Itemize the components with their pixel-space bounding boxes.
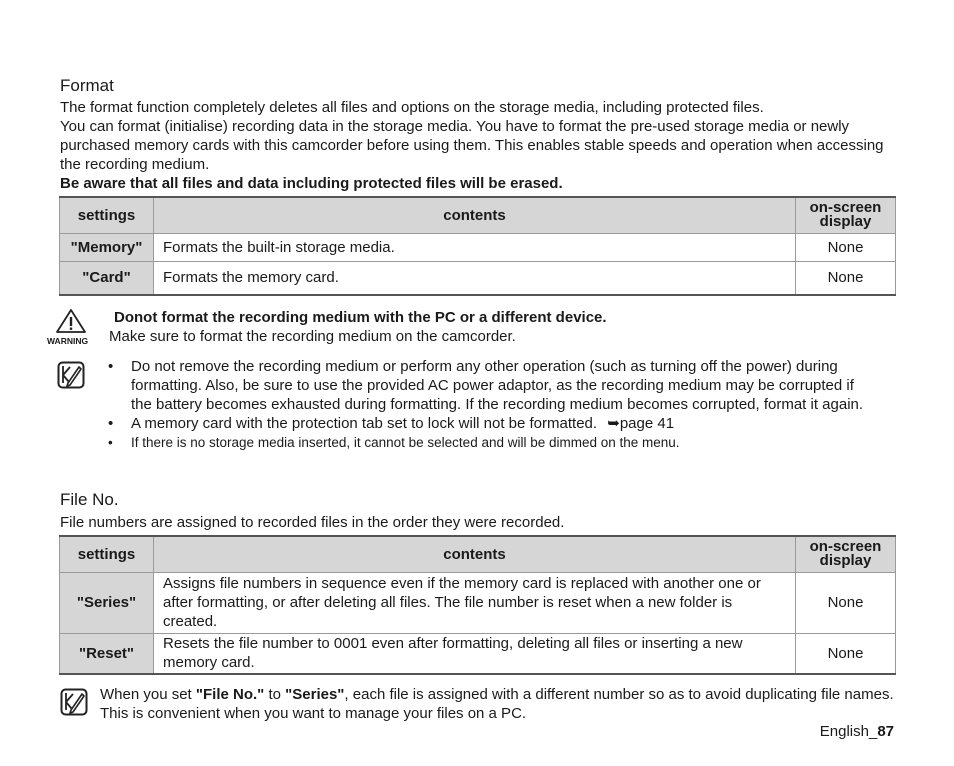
section-title-file-no: File No. xyxy=(60,490,119,509)
display-cell: None xyxy=(796,572,896,633)
display-cell: None xyxy=(796,633,896,674)
section-title-format: Format xyxy=(60,76,114,95)
column-header-display xyxy=(796,536,896,572)
list-item xyxy=(108,357,868,414)
header-display-line-2: display xyxy=(819,552,872,570)
note-pencil-icon xyxy=(60,688,88,716)
table-row xyxy=(60,233,896,261)
format-intro-2: You can format (initialise) recording data in the storage media. You have to format the pre-used storage media or newly purchased memory cards with this camcorder before using them. This enables stable speeds and operation when accessing the recording medium. xyxy=(60,118,884,173)
note-bold-series: "Series" xyxy=(285,686,345,703)
note-bold-file-no: "File No." xyxy=(195,686,265,703)
warning-text: Make sure to format the recording medium on the camcorder. xyxy=(109,328,516,345)
page-number-value: 87 xyxy=(877,723,894,740)
page-language: English_ xyxy=(819,723,878,740)
format-notes-list xyxy=(108,357,868,452)
table-row xyxy=(60,633,896,674)
page-reference[interactable]: page 41 xyxy=(619,415,675,432)
contents-cell: Formats the memory card. xyxy=(154,261,796,295)
bullet-glyph: • xyxy=(108,415,114,432)
table-header-row xyxy=(60,197,896,233)
setting-cell: "Card" xyxy=(60,261,154,295)
column-header-display xyxy=(796,197,896,233)
bullet-glyph: • xyxy=(108,358,114,375)
setting-cell: "Memory" xyxy=(60,233,154,261)
bullet-glyph: • xyxy=(108,435,113,450)
note-text: Do not remove the recording medium or perform any other operation (such as turning off the power) during formatting. Also, be sure to use the provided AC power adaptor, as the recording medium may be corrupted if the battery becomes exhausted during formatting. If the recording medium becomes corrupted, format it again. xyxy=(131,358,864,413)
page-number xyxy=(820,723,894,740)
display-cell: None xyxy=(796,261,896,295)
contents-cell: Assigns file numbers in sequence even if the memory card is replaced with another one or after formatting, or after deleting all files. The file number is reset when a new folder is created. xyxy=(154,572,796,633)
setting-cell: "Series" xyxy=(60,572,154,633)
format-intro-1: The format function completely deletes all files and options on the storage media, including protected files. xyxy=(60,99,764,116)
list-item xyxy=(108,433,868,452)
file-no-note xyxy=(100,685,895,723)
warning-triangle-icon xyxy=(54,308,88,334)
column-header-contents: contents xyxy=(154,536,796,572)
header-display-line-1: on-screen xyxy=(809,538,882,556)
format-erase-warning: Be aware that all files and data including protected files will be erased. xyxy=(60,175,563,192)
note-block-icon xyxy=(57,361,85,394)
note-block-icon xyxy=(60,688,88,721)
table-row xyxy=(60,572,896,633)
note-text: to xyxy=(264,686,286,703)
table-header-row xyxy=(60,536,896,572)
file-no-settings-table xyxy=(59,535,896,675)
file-no-intro: File numbers are assigned to recorded files in the order they were recorded. xyxy=(60,514,565,531)
format-settings-table xyxy=(59,196,896,296)
note-text: , each file is assigned with a different number so as to avoid duplicating file names. This is convenient when you want to manage your files on a PC. xyxy=(100,686,894,722)
column-header-settings: settings xyxy=(60,536,154,572)
contents-cell: Formats the built-in storage media. xyxy=(154,233,796,261)
note-text: A memory card with the protection tab set to lock will not be formatted. xyxy=(131,415,598,432)
column-header-contents: contents xyxy=(154,197,796,233)
contents-cell: Resets the file number to 0001 even after formatting, deleting all files or inserting a new memory card. xyxy=(154,633,796,674)
display-cell: None xyxy=(796,233,896,261)
setting-cell: "Reset" xyxy=(60,633,154,674)
note-text: When you set xyxy=(100,686,196,703)
warning-title: Donot format the recording medium with the PC or a different device. xyxy=(114,309,607,326)
note-pencil-icon xyxy=(57,361,85,389)
list-item xyxy=(108,414,868,433)
header-display-line-1: on-screen xyxy=(809,199,882,217)
warning-block-icon xyxy=(54,308,88,339)
warning-label: WARNING xyxy=(47,336,89,346)
page-ref-arrow-icon: ➥ xyxy=(607,415,620,432)
column-header-settings: settings xyxy=(60,197,154,233)
note-text: If there is no storage media inserted, it cannot be selected and will be dimmed on the menu. xyxy=(131,435,680,450)
header-display-line-2: display xyxy=(819,213,872,231)
table-row xyxy=(60,261,896,295)
